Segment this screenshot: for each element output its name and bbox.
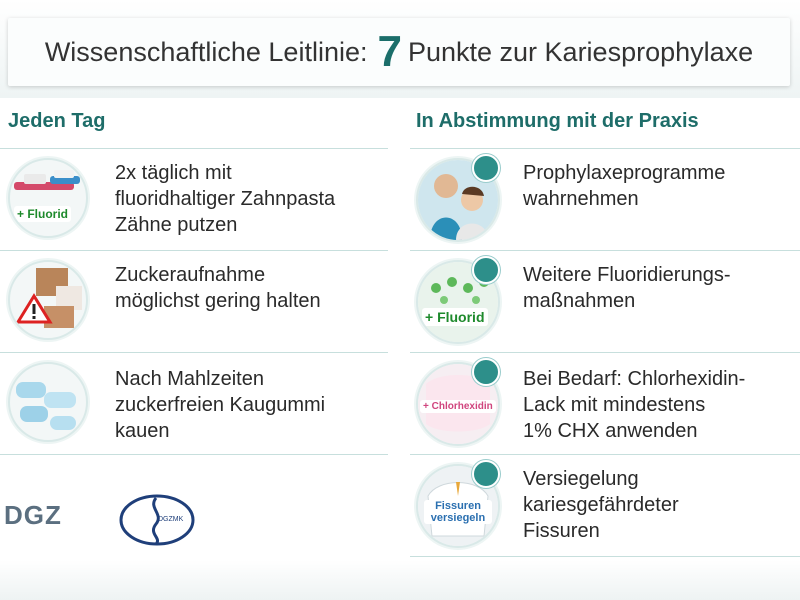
dgzmk-logo: [118, 492, 196, 548]
item-text: Prophylaxeprogramme wahrnehmen: [523, 162, 726, 210]
divider: [410, 556, 800, 557]
divider: [0, 250, 388, 251]
fluorid-label: + Fluorid: [422, 308, 488, 326]
dgz-logo: [4, 500, 62, 531]
dentist-badge-icon: [472, 256, 500, 284]
chewing-gum-icon: [8, 362, 88, 442]
list-item: [115, 160, 335, 238]
item-text: Bei Bedarf: Chlorhexidin- Lack mit mindestens 1% CHX anwenden: [523, 368, 746, 442]
footer-band: [0, 560, 800, 600]
item-text: Weitere Fluoridierungs- maßnahmen: [523, 264, 731, 312]
dgz-logo-text: DGZ: [4, 500, 62, 530]
toothbrush-icon: [8, 158, 88, 238]
item-text: Zuckeraufnahme möglichst gering halten: [115, 264, 321, 312]
divider: [410, 352, 800, 353]
dentist-badge-icon: [472, 154, 500, 182]
divider: [0, 454, 388, 455]
list-item: [523, 160, 725, 212]
divider: [410, 250, 800, 251]
item-text: 2x täglich mit fluoridhaltiger Zahnpasta Zähne putzen: [115, 162, 336, 236]
page-title: [8, 18, 790, 86]
fluorid-label: + Fluorid: [14, 206, 71, 222]
divider: [0, 352, 388, 353]
chlorhexidin-label: + Chlorhexidin: [420, 400, 496, 413]
dgzmk-logo-text: DGZMK: [158, 516, 184, 523]
list-item: [523, 466, 679, 544]
title-right: Punkte zur Kariesprophylaxe: [407, 36, 754, 67]
title-number: 7: [377, 27, 402, 76]
divider: [410, 148, 800, 149]
dentist-badge-icon: [472, 460, 500, 488]
list-item: [523, 366, 745, 444]
title-left: Wissenschaftliche Leitlinie:: [44, 36, 368, 67]
list-item: [115, 366, 325, 444]
divider: [410, 454, 800, 455]
sugar-warning-icon: [8, 260, 88, 340]
list-item: [523, 262, 731, 314]
divider: [0, 148, 388, 149]
item-text: Nach Mahlzeiten zuckerfreien Kaugummi kauen: [115, 368, 326, 442]
right-column-title: In Abstimmung mit der Praxis: [416, 110, 699, 132]
item-text: Versiegelung kariesgefährdeter Fissuren: [523, 468, 679, 542]
fissure-label: Fissuren versiegeln: [424, 500, 492, 524]
left-column-title: Jeden Tag: [8, 110, 106, 132]
list-item: [115, 262, 321, 314]
dentist-badge-icon: [472, 358, 500, 386]
